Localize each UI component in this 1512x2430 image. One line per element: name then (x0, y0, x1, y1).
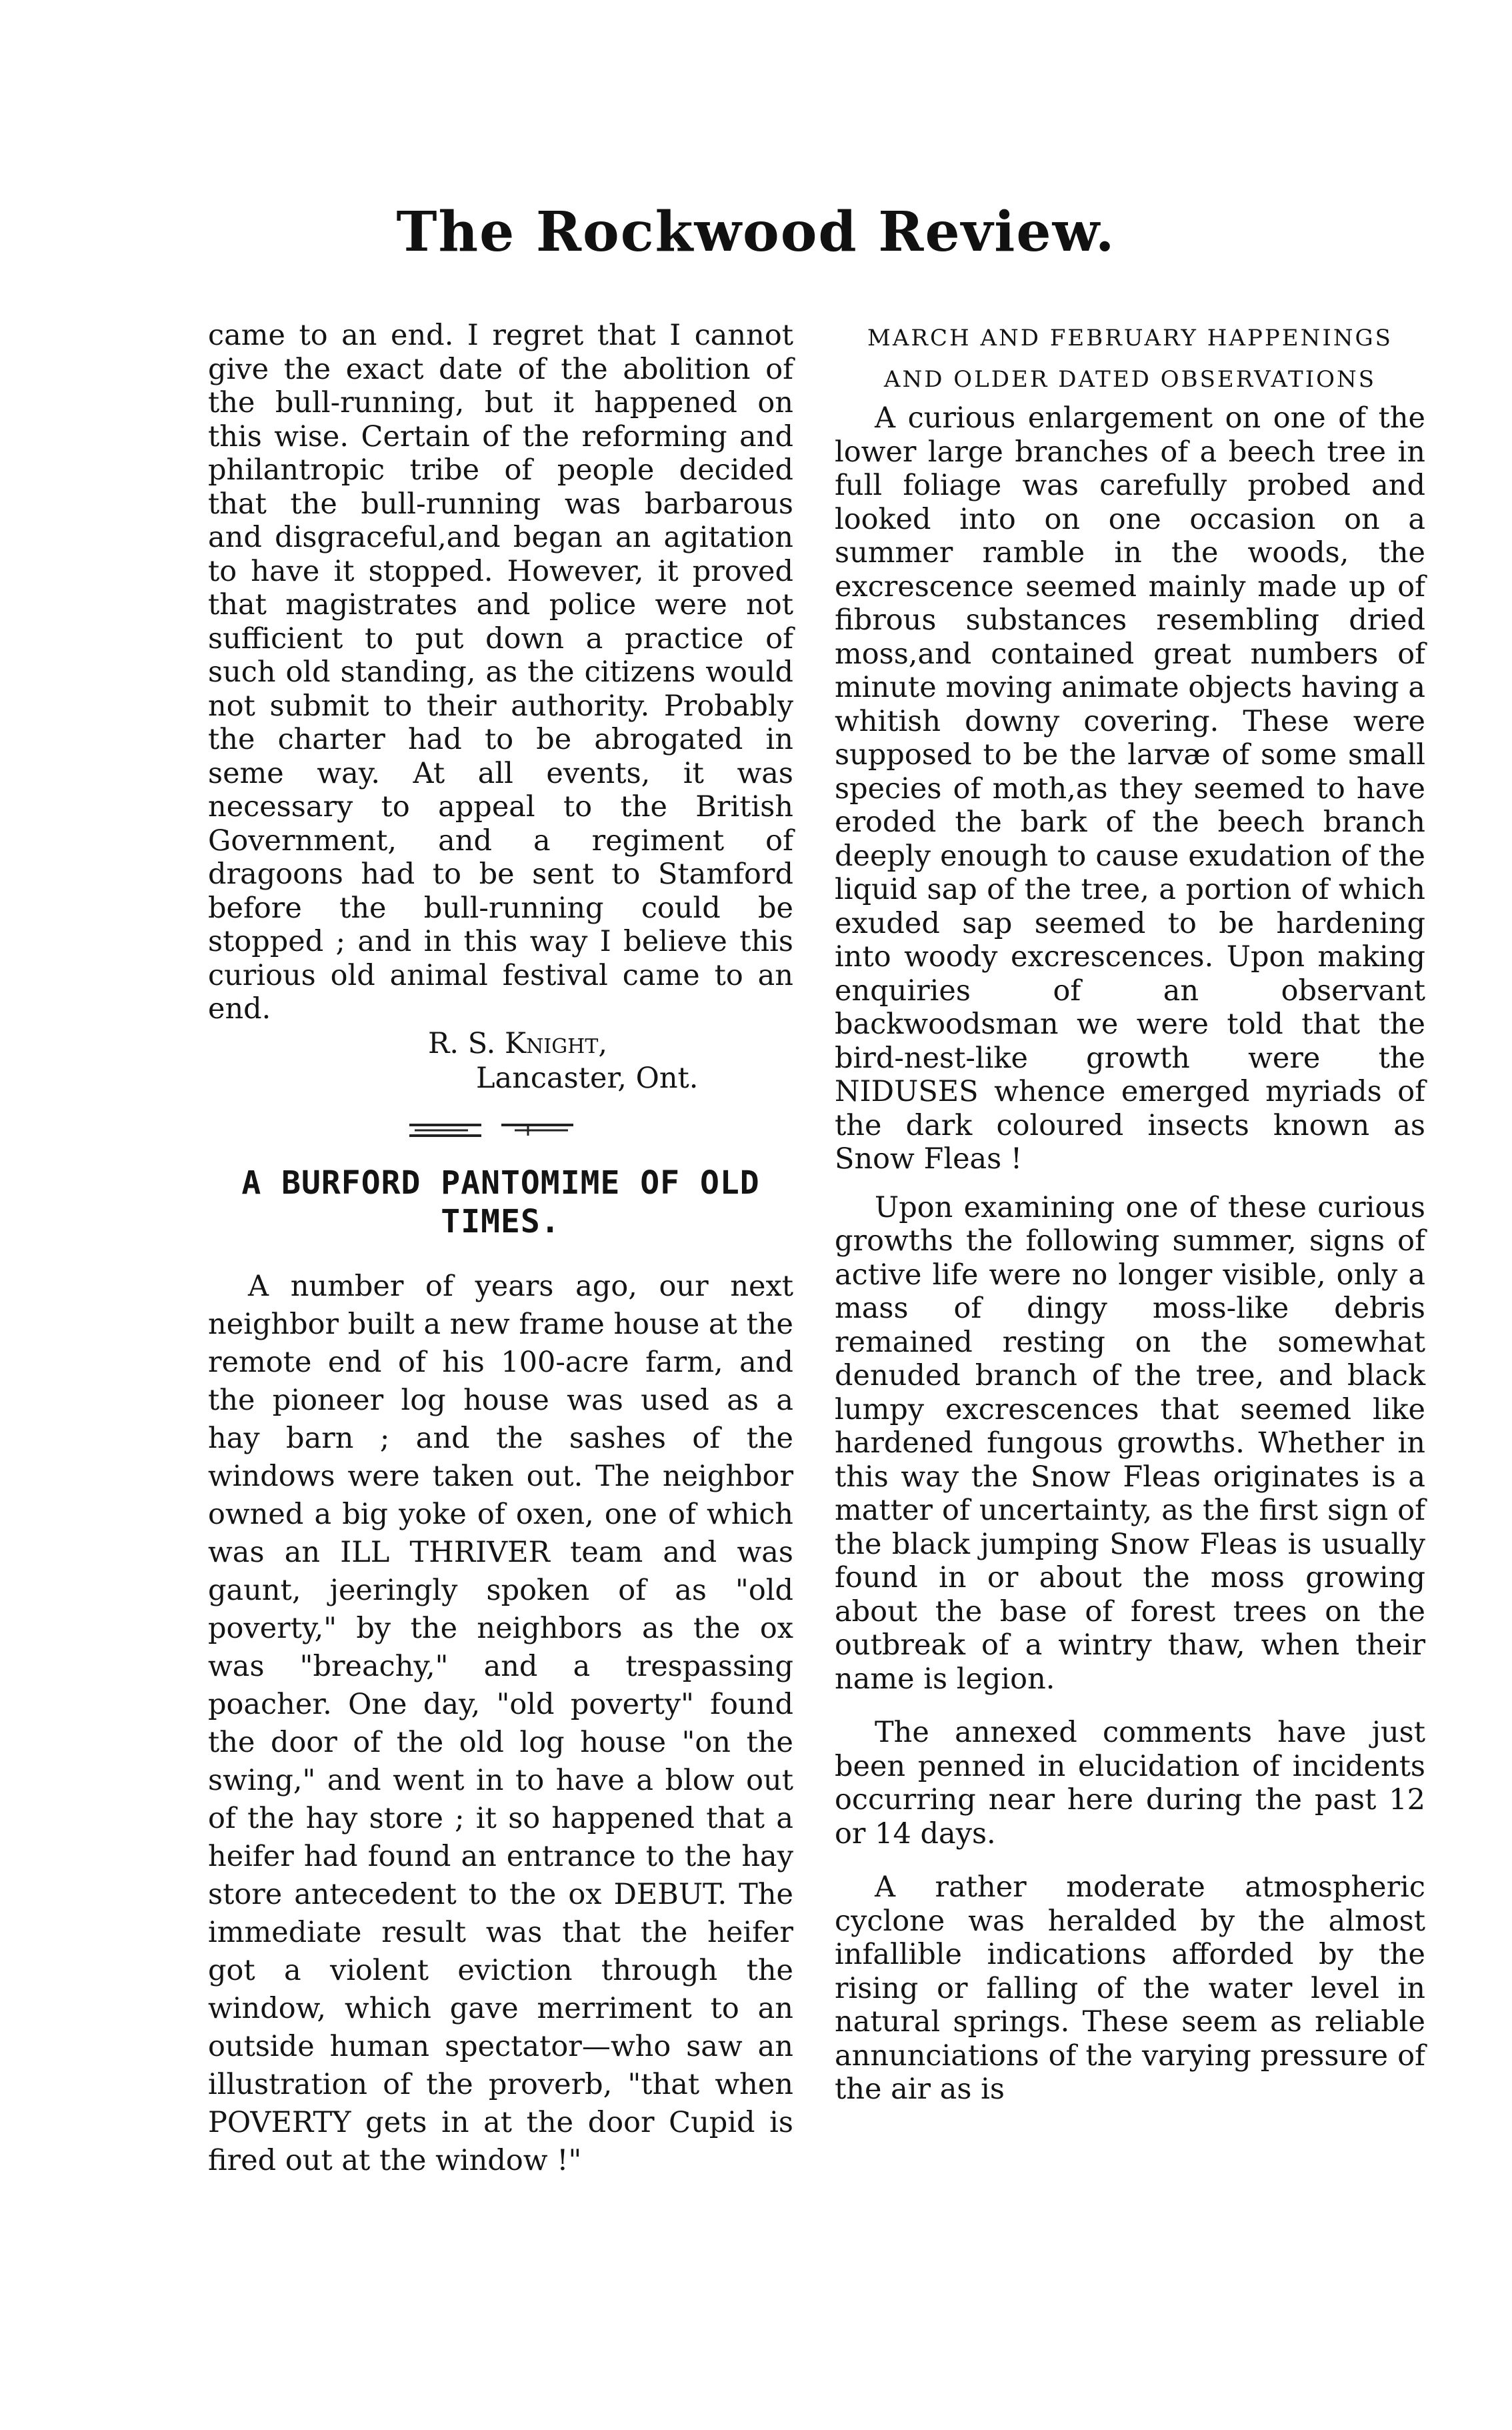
signature-place: Lancaster, Ont. (476, 1061, 699, 1095)
article-paragraph: A number of years ago, our next neighbor built a new frame house at the remote end of his 100-acre farm, and the pioneer log house was used as a hay barn ; and the sashes of the windows were taken out. The neighbor owned a big yoke of oxen, one of which was an ILL THRIVER team and was gaunt, jeeringly spoken of as "old poverty," by the neighbors as the ox was "breachy," and a trespassing poacher. One day, "old poverty" found the door of the old log house "on the swing," and went in to have a blow out of the hay store ; it so happened that a heifer had found an entrance to the hay store antecedent to the ox DEBUT. The immediate result was that the heifer got a violent eviction through the window, which gave merriment to an outside human spectator—who saw an illustration of the proverb, "that when POVERTY gets in at the door Cupid is fired out at the window !" (208, 1269, 793, 2177)
continued-paragraph: came to an end. I regret that I cannot give the exact date of the abolition of the bull-running, but it happened on this wise. Certain of the reforming and philantropic tribe of people decided that the bull-running was barbarous and disgraceful,and began an agitation to have it stopped. However, it proved that magistrates and police were not sufficient to put down a practice of such old standing, as the citizens would not submit to their authority. Probably the charter had to be abrogated in seme way. At all events, it was necessary to appeal to the British Government, and a regiment of dragoons had to be sent to Stamford before the bull-running could be stopped ; and in this way I believe this curious old animal festival came to an end. (208, 319, 793, 1026)
article-title: A BURFORD PANTOMIME OF OLD TIMES. (241, 1164, 760, 1240)
paragraph-3: The annexed comments have just been penned in elucidation of incidents occurring near here during the past 12 or 14 days. (835, 1716, 1425, 1851)
section-divider-ornament (408, 1120, 575, 1140)
left-column (208, 319, 793, 2180)
section-title-line-1: MARCH AND FEBRUARY HAPPENINGS (867, 325, 1393, 351)
right-column (835, 319, 1425, 2107)
paragraph-2: Upon examining one of these curious growths the following summer, signs of active life were no longer visible, only a mass of dingy moss-like debris remained resting on the somewhat denuded branch of the tree, and black lumpy excrescences that seemed like hardened fungous growths. Whether in this way the Snow Fleas originates is a matter of uncertainty, as the first sign of the black jumping Snow Fleas is usually found in or about the moss growing about the base of forest trees on the outbreak of a wintry thaw, when their name is legion. (835, 1190, 1425, 1696)
masthead-title: The Rockwood Review. (396, 200, 1116, 264)
signature-name: R. S. Knight, (428, 1026, 608, 1060)
section-title-line-2: AND OLDER DATED OBSERVATIONS (883, 366, 1377, 393)
paragraph-1: A curious enlargement on one of the lower large branches of a beech tree in full foliage was carefully probed and looked into on one occasion on a summer ramble in the woods, the excrescence seemed mainly made up of fibrous substances resembling dried moss,and contained great numbers of minute moving animate objects having a whitish downy covering. These were supposed to be the larvæ of some small species of moth,as they seemed to have eroded the bark of the beech branch deeply enough to cause exudation of the liquid sap of the tree, a portion of which exuded sap seemed to be hardening into woody excrescences. Upon making enquiries of an observant backwoodsman we were told that the bird-nest-like growth were the NIDUSES whence emerged myriads of the dark coloured insects known as Snow Fleas ! (835, 401, 1425, 1176)
paragraph-4: A rather moderate atmospheric cyclone was heralded by the almost infallible indications afforded by the rising or falling of the water level in natural springs. These seem as reliable annunciations of the varying pressure of the air as is (835, 1871, 1425, 2106)
